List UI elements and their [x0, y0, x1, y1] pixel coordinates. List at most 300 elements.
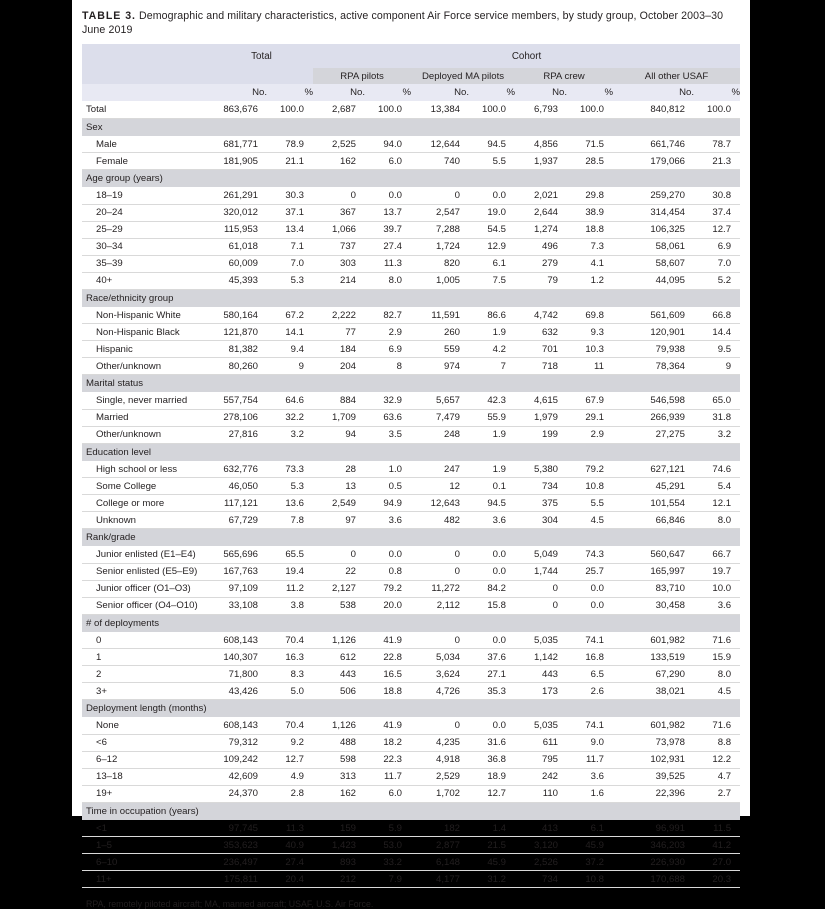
cell-all-other-usaf-no: 39,525 — [613, 768, 694, 785]
cell-all-other-usaf-no: 627,121 — [613, 461, 694, 478]
table-row — [82, 734, 740, 751]
header-cohort-rpa-pilots: RPA pilots — [313, 68, 411, 84]
table-row — [82, 392, 740, 409]
cell-rpa-pilots-no: 212 — [313, 871, 365, 888]
section-label: Sex — [82, 118, 740, 136]
table-row — [82, 649, 740, 666]
cell-rpa-crew-pct: 4.1 — [567, 255, 613, 272]
cell-deployed-ma-pilots-pct: 18.9 — [469, 768, 515, 785]
header-sub-blank-total — [210, 68, 313, 84]
header-cohort-rpa-crew: RPA crew — [515, 68, 613, 84]
cell-total-pct: 13.6 — [267, 495, 313, 512]
cell-rpa-crew-pct: 100.0 — [567, 101, 613, 118]
cell-rpa-pilots-no: 612 — [313, 649, 365, 666]
cell-total-pct: 11.3 — [267, 820, 313, 837]
cell-rpa-pilots-pct: 22.8 — [365, 649, 411, 666]
table-row — [82, 632, 740, 649]
cell-rpa-crew-no: 611 — [515, 734, 567, 751]
table-section-header-row — [82, 118, 740, 136]
cell-rpa-pilots-no: 77 — [313, 324, 365, 341]
cell-deployed-ma-pilots-pct: 55.9 — [469, 409, 515, 426]
table-row — [82, 272, 740, 289]
cell-total-pct: 12.7 — [267, 751, 313, 768]
cell-rpa-crew-pct: 1.6 — [567, 785, 613, 802]
cell-total-pct: 7.8 — [267, 512, 313, 529]
row-label: High school or less — [82, 461, 210, 478]
cell-rpa-pilots-no: 1,126 — [313, 717, 365, 734]
cell-deployed-ma-pilots-pct: 0.0 — [469, 717, 515, 734]
cell-deployed-ma-pilots-no: 182 — [411, 820, 469, 837]
cell-all-other-usaf-pct: 66.8 — [694, 307, 740, 324]
table-row — [82, 495, 740, 512]
cell-total-pct: 5.0 — [267, 683, 313, 700]
cell-rpa-pilots-no: 0 — [313, 187, 365, 204]
cell-all-other-usaf-pct: 21.3 — [694, 153, 740, 170]
cell-total-pct: 5.3 — [267, 478, 313, 495]
cell-rpa-crew-pct: 9.0 — [567, 734, 613, 751]
table-row — [82, 101, 740, 118]
cell-all-other-usaf-no: 83,710 — [613, 580, 694, 597]
header-deployed-ma-pilots-pct: % — [469, 84, 515, 101]
cell-rpa-crew-pct: 1.2 — [567, 272, 613, 289]
cell-total-no: 681,771 — [210, 136, 267, 153]
table-row — [82, 683, 740, 700]
cell-deployed-ma-pilots-pct: 36.8 — [469, 751, 515, 768]
cell-total-pct: 19.4 — [267, 563, 313, 580]
cell-rpa-pilots-pct: 32.9 — [365, 392, 411, 409]
cell-deployed-ma-pilots-no: 0 — [411, 187, 469, 204]
cell-rpa-crew-pct: 18.8 — [567, 221, 613, 238]
cell-rpa-pilots-pct: 41.9 — [365, 632, 411, 649]
cell-deployed-ma-pilots-pct: 27.1 — [469, 666, 515, 683]
row-label: 35–39 — [82, 255, 210, 272]
cell-total-no: 80,260 — [210, 358, 267, 375]
cell-all-other-usaf-pct: 2.7 — [694, 785, 740, 802]
header-group-cohort: Cohort — [313, 44, 740, 68]
cell-deployed-ma-pilots-no: 11,591 — [411, 307, 469, 324]
cell-rpa-crew-pct: 4.5 — [567, 512, 613, 529]
cell-all-other-usaf-no: 179,066 — [613, 153, 694, 170]
cell-rpa-crew-no: 242 — [515, 768, 567, 785]
cell-deployed-ma-pilots-pct: 94.5 — [469, 136, 515, 153]
cell-rpa-pilots-pct: 18.8 — [365, 683, 411, 700]
table-row — [82, 358, 740, 375]
cell-deployed-ma-pilots-pct: 37.6 — [469, 649, 515, 666]
row-label: Single, never married — [82, 392, 210, 409]
cell-all-other-usaf-pct: 41.2 — [694, 837, 740, 854]
row-label: Junior officer (O1–O3) — [82, 580, 210, 597]
cell-rpa-pilots-no: 598 — [313, 751, 365, 768]
cell-deployed-ma-pilots-pct: 12.7 — [469, 785, 515, 802]
table-row — [82, 512, 740, 529]
cell-rpa-pilots-no: 159 — [313, 820, 365, 837]
cell-all-other-usaf-pct: 7.0 — [694, 255, 740, 272]
cell-total-no: 97,109 — [210, 580, 267, 597]
cell-deployed-ma-pilots-no: 248 — [411, 426, 469, 443]
cell-deployed-ma-pilots-no: 820 — [411, 255, 469, 272]
row-label: Senior enlisted (E5–E9) — [82, 563, 210, 580]
cell-rpa-pilots-no: 313 — [313, 768, 365, 785]
table-section-header-row — [82, 614, 740, 632]
cell-rpa-crew-pct: 0.0 — [567, 580, 613, 597]
header-rpa-pilots-no: No. — [313, 84, 365, 101]
cell-all-other-usaf-pct: 71.6 — [694, 632, 740, 649]
cell-total-no: 115,953 — [210, 221, 267, 238]
row-label: Female — [82, 153, 210, 170]
row-label: 2 — [82, 666, 210, 683]
cell-all-other-usaf-no: 314,454 — [613, 204, 694, 221]
section-label: Race/ethnicity group — [82, 289, 740, 307]
row-label: Male — [82, 136, 210, 153]
cell-total-no: 60,009 — [210, 255, 267, 272]
cell-all-other-usaf-pct: 20.3 — [694, 871, 740, 888]
cell-rpa-pilots-pct: 22.3 — [365, 751, 411, 768]
cell-all-other-usaf-pct: 4.7 — [694, 768, 740, 785]
cell-all-other-usaf-no: 78,364 — [613, 358, 694, 375]
row-label: Hispanic — [82, 341, 210, 358]
cell-total-pct: 8.3 — [267, 666, 313, 683]
header-row-cohort-columns — [82, 68, 740, 84]
cell-deployed-ma-pilots-pct: 0.1 — [469, 478, 515, 495]
cell-deployed-ma-pilots-pct: 0.0 — [469, 187, 515, 204]
cell-rpa-pilots-no: 97 — [313, 512, 365, 529]
cell-all-other-usaf-pct: 66.7 — [694, 546, 740, 563]
table-row — [82, 324, 740, 341]
cell-total-no: 46,050 — [210, 478, 267, 495]
table-footnote: RPA, remotely piloted aircraft; MA, manned aircraft; USAF, U.S. Air Force. — [86, 899, 374, 909]
cell-rpa-pilots-pct: 1.0 — [365, 461, 411, 478]
cell-rpa-pilots-no: 184 — [313, 341, 365, 358]
cell-total-no: 97,745 — [210, 820, 267, 837]
cell-deployed-ma-pilots-no: 5,034 — [411, 649, 469, 666]
cell-all-other-usaf-pct: 12.2 — [694, 751, 740, 768]
cell-all-other-usaf-no: 601,982 — [613, 632, 694, 649]
cell-rpa-pilots-no: 2,222 — [313, 307, 365, 324]
cell-rpa-crew-pct: 79.2 — [567, 461, 613, 478]
header-total-pct: % — [267, 84, 313, 101]
cell-total-pct: 20.4 — [267, 871, 313, 888]
cell-all-other-usaf-no: 170,688 — [613, 871, 694, 888]
cell-total-pct: 16.3 — [267, 649, 313, 666]
document-page — [72, 0, 750, 909]
cell-rpa-pilots-no: 162 — [313, 785, 365, 802]
cell-rpa-crew-pct: 10.8 — [567, 871, 613, 888]
cell-deployed-ma-pilots-pct: 3.6 — [469, 512, 515, 529]
table-row — [82, 837, 740, 854]
cell-deployed-ma-pilots-pct: 1.4 — [469, 820, 515, 837]
cell-rpa-pilots-no: 2,549 — [313, 495, 365, 512]
cell-total-pct: 65.5 — [267, 546, 313, 563]
cell-deployed-ma-pilots-pct: 1.9 — [469, 426, 515, 443]
cell-rpa-crew-no: 5,380 — [515, 461, 567, 478]
cell-deployed-ma-pilots-no: 12,643 — [411, 495, 469, 512]
section-label: # of deployments — [82, 614, 740, 632]
cell-total-pct: 3.8 — [267, 597, 313, 614]
cell-rpa-pilots-no: 538 — [313, 597, 365, 614]
cell-deployed-ma-pilots-no: 4,235 — [411, 734, 469, 751]
cell-rpa-pilots-pct: 39.7 — [365, 221, 411, 238]
header-group-total: Total — [210, 44, 313, 68]
cell-total-pct: 9.2 — [267, 734, 313, 751]
cell-rpa-crew-no: 173 — [515, 683, 567, 700]
cell-total-no: 81,382 — [210, 341, 267, 358]
cell-rpa-crew-pct: 28.5 — [567, 153, 613, 170]
header-all-other-usaf-no: No. — [613, 84, 694, 101]
cell-all-other-usaf-pct: 8.0 — [694, 512, 740, 529]
cell-rpa-crew-pct: 67.9 — [567, 392, 613, 409]
cell-rpa-crew-pct: 10.3 — [567, 341, 613, 358]
cell-rpa-crew-no: 304 — [515, 512, 567, 529]
cell-all-other-usaf-no: 27,275 — [613, 426, 694, 443]
cell-deployed-ma-pilots-pct: 7 — [469, 358, 515, 375]
table-row — [82, 187, 740, 204]
demographics-table — [82, 44, 740, 888]
cell-all-other-usaf-pct: 3.6 — [694, 597, 740, 614]
row-label: 13–18 — [82, 768, 210, 785]
cell-total-pct: 70.4 — [267, 717, 313, 734]
cell-rpa-pilots-pct: 63.6 — [365, 409, 411, 426]
cell-all-other-usaf-no: 561,609 — [613, 307, 694, 324]
cell-deployed-ma-pilots-pct: 94.5 — [469, 495, 515, 512]
table-row — [82, 785, 740, 802]
row-label: Other/unknown — [82, 426, 210, 443]
row-label: Senior officer (O4–O10) — [82, 597, 210, 614]
cell-rpa-pilots-pct: 18.2 — [365, 734, 411, 751]
row-label: Total — [82, 101, 210, 118]
cell-all-other-usaf-pct: 10.0 — [694, 580, 740, 597]
cell-total-pct: 30.3 — [267, 187, 313, 204]
cell-total-pct: 4.9 — [267, 768, 313, 785]
row-label: <6 — [82, 734, 210, 751]
cell-deployed-ma-pilots-no: 6,148 — [411, 854, 469, 871]
cell-all-other-usaf-no: 79,938 — [613, 341, 694, 358]
cell-rpa-crew-pct: 7.3 — [567, 238, 613, 255]
header-rpa-crew-pct: % — [567, 84, 613, 101]
cell-rpa-pilots-no: 2,127 — [313, 580, 365, 597]
cell-deployed-ma-pilots-no: 482 — [411, 512, 469, 529]
cell-total-no: 71,800 — [210, 666, 267, 683]
cell-total-no: 117,121 — [210, 495, 267, 512]
cell-rpa-pilots-no: 1,126 — [313, 632, 365, 649]
table-row — [82, 136, 740, 153]
cell-rpa-pilots-pct: 8 — [365, 358, 411, 375]
table-row — [82, 221, 740, 238]
table-row — [82, 238, 740, 255]
cell-rpa-crew-no: 110 — [515, 785, 567, 802]
cell-rpa-pilots-pct: 6.0 — [365, 153, 411, 170]
cell-all-other-usaf-pct: 65.0 — [694, 392, 740, 409]
cell-all-other-usaf-no: 30,458 — [613, 597, 694, 614]
table-row — [82, 341, 740, 358]
cell-total-pct: 9.4 — [267, 341, 313, 358]
cell-rpa-pilots-no: 1,423 — [313, 837, 365, 854]
row-label: 25–29 — [82, 221, 210, 238]
cell-total-pct: 5.3 — [267, 272, 313, 289]
cell-rpa-pilots-no: 214 — [313, 272, 365, 289]
cell-rpa-pilots-no: 443 — [313, 666, 365, 683]
cell-deployed-ma-pilots-no: 5,657 — [411, 392, 469, 409]
cell-deployed-ma-pilots-pct: 31.6 — [469, 734, 515, 751]
table-body — [82, 101, 740, 888]
header-rpa-crew-no: No. — [515, 84, 567, 101]
table-section-header-row — [82, 529, 740, 547]
cell-total-no: 140,307 — [210, 649, 267, 666]
cell-rpa-pilots-pct: 0.0 — [365, 187, 411, 204]
cell-total-no: 236,497 — [210, 854, 267, 871]
row-label: 19+ — [82, 785, 210, 802]
cell-all-other-usaf-pct: 4.5 — [694, 683, 740, 700]
cell-rpa-pilots-pct: 6.9 — [365, 341, 411, 358]
cell-all-other-usaf-pct: 14.4 — [694, 324, 740, 341]
section-label: Rank/grade — [82, 529, 740, 547]
cell-deployed-ma-pilots-no: 4,918 — [411, 751, 469, 768]
cell-rpa-crew-pct: 5.5 — [567, 495, 613, 512]
cell-all-other-usaf-pct: 78.7 — [694, 136, 740, 153]
cell-rpa-pilots-no: 28 — [313, 461, 365, 478]
cell-total-no: 79,312 — [210, 734, 267, 751]
cell-total-pct: 13.4 — [267, 221, 313, 238]
cell-deployed-ma-pilots-no: 1,005 — [411, 272, 469, 289]
cell-rpa-pilots-no: 1,709 — [313, 409, 365, 426]
row-label: College or more — [82, 495, 210, 512]
cell-total-no: 278,106 — [210, 409, 267, 426]
cell-rpa-pilots-pct: 94.9 — [365, 495, 411, 512]
cell-all-other-usaf-no: 58,607 — [613, 255, 694, 272]
cell-all-other-usaf-pct: 74.6 — [694, 461, 740, 478]
section-label: Marital status — [82, 375, 740, 393]
cell-deployed-ma-pilots-pct: 21.5 — [469, 837, 515, 854]
row-label: 20–24 — [82, 204, 210, 221]
cell-rpa-crew-no: 279 — [515, 255, 567, 272]
header-cohort-deployed-ma-pilots: Deployed MA pilots — [411, 68, 515, 84]
cell-rpa-crew-no: 413 — [515, 820, 567, 837]
cell-rpa-crew-no: 5,035 — [515, 632, 567, 649]
cell-total-pct: 21.1 — [267, 153, 313, 170]
cell-deployed-ma-pilots-pct: 5.5 — [469, 153, 515, 170]
cell-all-other-usaf-pct: 19.7 — [694, 563, 740, 580]
cell-deployed-ma-pilots-no: 247 — [411, 461, 469, 478]
cell-rpa-pilots-pct: 3.6 — [365, 512, 411, 529]
cell-deployed-ma-pilots-pct: 84.2 — [469, 580, 515, 597]
row-label: 6–10 — [82, 854, 210, 871]
cell-all-other-usaf-no: 346,203 — [613, 837, 694, 854]
cell-total-no: 863,676 — [210, 101, 267, 118]
cell-total-no: 608,143 — [210, 632, 267, 649]
cell-rpa-pilots-pct: 0.5 — [365, 478, 411, 495]
row-label: 3+ — [82, 683, 210, 700]
cell-rpa-crew-no: 795 — [515, 751, 567, 768]
section-label: Deployment length (months) — [82, 700, 740, 718]
cell-all-other-usaf-no: 58,061 — [613, 238, 694, 255]
cell-rpa-pilots-no: 884 — [313, 392, 365, 409]
cell-rpa-pilots-no: 204 — [313, 358, 365, 375]
cell-all-other-usaf-no: 661,746 — [613, 136, 694, 153]
cell-deployed-ma-pilots-pct: 7.5 — [469, 272, 515, 289]
cell-total-pct: 73.3 — [267, 461, 313, 478]
cell-rpa-pilots-no: 94 — [313, 426, 365, 443]
cell-all-other-usaf-no: 120,901 — [613, 324, 694, 341]
header-corner-blank — [82, 44, 210, 68]
cell-rpa-crew-pct: 74.1 — [567, 632, 613, 649]
row-label: 6–12 — [82, 751, 210, 768]
cell-deployed-ma-pilots-no: 13,384 — [411, 101, 469, 118]
cell-total-no: 43,426 — [210, 683, 267, 700]
cell-rpa-crew-no: 2,526 — [515, 854, 567, 871]
cell-rpa-crew-pct: 45.9 — [567, 837, 613, 854]
cell-all-other-usaf-no: 546,598 — [613, 392, 694, 409]
cell-rpa-pilots-pct: 0.0 — [365, 546, 411, 563]
cell-all-other-usaf-pct: 27.0 — [694, 854, 740, 871]
cell-rpa-crew-no: 79 — [515, 272, 567, 289]
table-row — [82, 871, 740, 888]
cell-deployed-ma-pilots-no: 11,272 — [411, 580, 469, 597]
cell-rpa-pilots-no: 367 — [313, 204, 365, 221]
cell-rpa-crew-no: 6,793 — [515, 101, 567, 118]
cell-all-other-usaf-no: 259,270 — [613, 187, 694, 204]
cell-rpa-pilots-pct: 6.0 — [365, 785, 411, 802]
cell-deployed-ma-pilots-pct: 1.9 — [469, 461, 515, 478]
table-row — [82, 666, 740, 683]
cell-all-other-usaf-pct: 15.9 — [694, 649, 740, 666]
cell-rpa-pilots-pct: 13.7 — [365, 204, 411, 221]
cell-rpa-crew-no: 496 — [515, 238, 567, 255]
cell-rpa-crew-pct: 71.5 — [567, 136, 613, 153]
row-label: 0 — [82, 632, 210, 649]
cell-rpa-crew-pct: 29.8 — [567, 187, 613, 204]
cell-rpa-crew-no: 718 — [515, 358, 567, 375]
cell-total-pct: 7.1 — [267, 238, 313, 255]
cell-deployed-ma-pilots-pct: 6.1 — [469, 255, 515, 272]
cell-all-other-usaf-no: 96,991 — [613, 820, 694, 837]
row-label: 18–19 — [82, 187, 210, 204]
cell-rpa-pilots-no: 2,525 — [313, 136, 365, 153]
header-rpa-pilots-pct: % — [365, 84, 411, 101]
cell-all-other-usaf-no: 601,982 — [613, 717, 694, 734]
table-header — [82, 44, 740, 101]
cell-deployed-ma-pilots-pct: 0.0 — [469, 632, 515, 649]
cell-rpa-pilots-pct: 11.7 — [365, 768, 411, 785]
table-caption — [82, 9, 740, 37]
cell-rpa-pilots-no: 893 — [313, 854, 365, 871]
cell-rpa-pilots-pct: 2.9 — [365, 324, 411, 341]
row-label: Some College — [82, 478, 210, 495]
cell-all-other-usaf-pct: 3.2 — [694, 426, 740, 443]
row-label: 1 — [82, 649, 210, 666]
cell-deployed-ma-pilots-no: 1,724 — [411, 238, 469, 255]
cell-rpa-pilots-pct: 100.0 — [365, 101, 411, 118]
header-sub-blank-left — [82, 68, 210, 84]
cell-rpa-crew-no: 0 — [515, 580, 567, 597]
cell-rpa-crew-no: 2,644 — [515, 204, 567, 221]
cell-rpa-crew-pct: 69.8 — [567, 307, 613, 324]
cell-rpa-crew-pct: 6.5 — [567, 666, 613, 683]
table-row — [82, 307, 740, 324]
cell-rpa-crew-no: 199 — [515, 426, 567, 443]
cell-total-no: 175,811 — [210, 871, 267, 888]
cell-total-pct: 78.9 — [267, 136, 313, 153]
cell-all-other-usaf-no: 560,647 — [613, 546, 694, 563]
header-cohort-all-other-usaf: All other USAF — [613, 68, 740, 84]
cell-deployed-ma-pilots-pct: 45.9 — [469, 854, 515, 871]
cell-deployed-ma-pilots-no: 0 — [411, 717, 469, 734]
cell-rpa-crew-no: 375 — [515, 495, 567, 512]
table-row — [82, 768, 740, 785]
cell-deployed-ma-pilots-pct: 31.2 — [469, 871, 515, 888]
cell-deployed-ma-pilots-pct: 54.5 — [469, 221, 515, 238]
cell-deployed-ma-pilots-no: 7,479 — [411, 409, 469, 426]
cell-total-pct: 27.4 — [267, 854, 313, 871]
cell-rpa-crew-pct: 74.1 — [567, 717, 613, 734]
